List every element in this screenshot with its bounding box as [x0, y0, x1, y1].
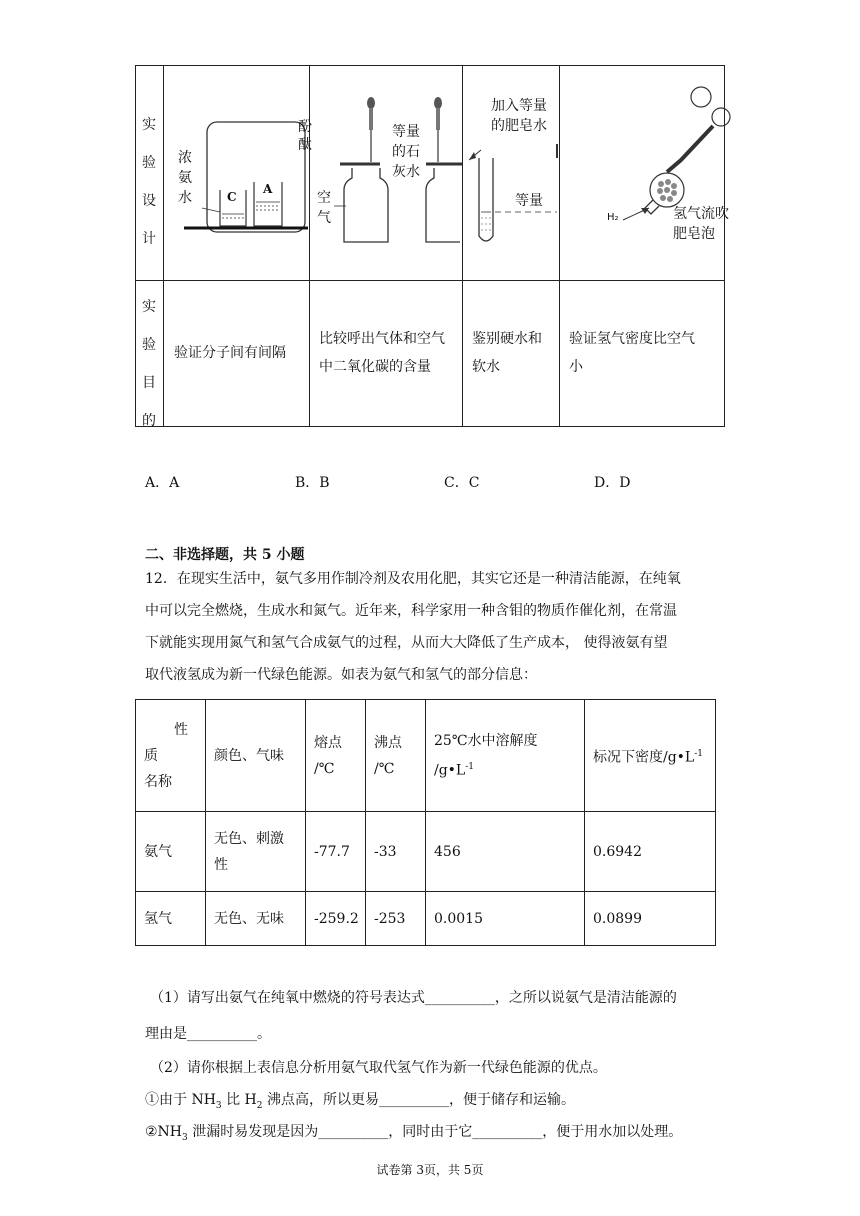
row-label-design: 实 验 设 计	[142, 117, 156, 247]
cell-melting: -77.7	[306, 812, 366, 892]
label-beaker-c: C	[227, 190, 237, 204]
header-corner: 性 质 名称	[136, 700, 206, 812]
figure-co2-compare	[314, 96, 460, 248]
table-divider	[163, 66, 164, 426]
question-1-line-2: 理由是__________。	[145, 1026, 271, 1042]
table-row	[136, 812, 716, 892]
header-density: 标况下密度$/g•L^{-1}$	[585, 700, 716, 812]
label-hydrogen-bubble: 氢气流吹 肥皂泡	[673, 206, 729, 242]
figure-hydrogen-bubble	[563, 84, 729, 256]
header-color-smell: 颜色、气味	[206, 700, 306, 812]
question-2-a: ①由于 $NH_3$ 比 $H_2$ 沸点高，所以更易__________，便于储存和运输。	[145, 1092, 575, 1111]
purpose-a: 验证分子间有间隔	[174, 345, 286, 361]
section-title: 二、非选择题，共 5 小题	[145, 547, 305, 563]
cell-solubility: 0.0015	[426, 892, 585, 946]
label-ammonia: 浓 氨 水	[178, 150, 192, 206]
option-c[interactable]: C．C	[444, 475, 480, 491]
question-12-text: 12．在现实生活中，氨气多用作制冷剂及农用化肥，其实它还是一种清洁能源，在纯氧 中可以完全燃烧，生成水和氮气。近年来，科学家用一种含钼的物质作催化剂，在常温 下就能实现用氮气和氢气合成氨气的过程，从而大大降低了生产成本， 使得液氨有望 取代液氢成为新一代绿色能源。如表为氨气和氢气的部分信息：	[145, 571, 681, 683]
label-h2: H₂	[607, 212, 619, 223]
figure-ammonia-diffusion	[176, 110, 312, 235]
cell-melting: -259.2	[306, 892, 366, 946]
label-air: 空 气	[317, 190, 331, 226]
question-2-b: $②NH_3$ 泄漏时易发现是因为__________，同时由于它__________，便于用水加以处理。	[145, 1124, 683, 1143]
option-d[interactable]: D．D	[594, 475, 631, 491]
table-row	[136, 892, 716, 946]
question-2-line-1: （2）请你根据上表信息分析用氨气取代氢气作为新一代绿色能源的优点。	[150, 1060, 607, 1076]
row-label-purpose: 实 验 目 的	[142, 299, 156, 429]
experiment-table	[135, 65, 729, 429]
label-equal-amount: 等量	[515, 193, 543, 209]
question-1-line-1: （1）请写出氨气在纯氧中燃烧的符号表达式__________，之所以说氨气是清洁能源的	[150, 990, 677, 1006]
page-footer: 试卷第 3页，共 5页	[376, 1163, 484, 1177]
cell-boiling: -253	[366, 892, 426, 946]
table-header-row	[136, 700, 716, 812]
properties-table	[135, 699, 716, 946]
cell-name: 氨气	[136, 812, 206, 892]
header-melting-point: 熔点 /℃	[306, 700, 366, 812]
cell-color-smell: 无色、无味	[206, 892, 306, 946]
cell-boiling: -33	[366, 812, 426, 892]
table-divider	[136, 280, 724, 281]
header-solubility: 25℃水中溶解度 $/g•L^{-1}$	[426, 700, 585, 812]
table-divider	[462, 66, 463, 426]
figure-hard-water	[465, 92, 558, 252]
purpose-b: 比较呼出气体和空气 中二氧化碳的含量	[319, 331, 445, 375]
option-a[interactable]: A．A	[145, 475, 180, 491]
label-phenolphthalein: 酚 酞	[298, 119, 312, 153]
table-divider	[559, 66, 560, 426]
purpose-c: 鉴别硬水和 软水	[472, 331, 542, 375]
cell-density: 0.6942	[585, 812, 716, 892]
label-beaker-a: A	[263, 182, 273, 196]
header-boiling-point: 沸点 /℃	[366, 700, 426, 812]
purpose-d: 验证氢气密度比空气 小	[569, 331, 695, 375]
cell-color-smell: 无色、刺激 性	[206, 812, 306, 892]
cell-name: 氢气	[136, 892, 206, 946]
option-b[interactable]: B．B	[295, 475, 330, 491]
label-limewater: 等量 的石 灰水	[392, 124, 420, 180]
cell-density: 0.0899	[585, 892, 716, 946]
label-soap-water: 加入等量 的肥皂水	[491, 98, 547, 134]
cell-solubility: 456	[426, 812, 585, 892]
